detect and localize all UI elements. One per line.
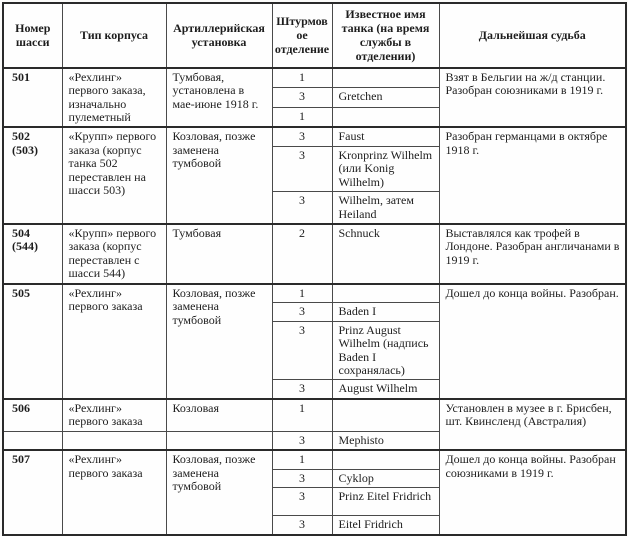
header-row xyxy=(3,3,626,68)
header-fate: Дальнейшая судьба xyxy=(439,3,626,68)
tank-name-cell: Gretchen xyxy=(332,88,439,108)
fate-cell: Взят в Бельгии на ж/д станции. Разобран союзниками в 1919 г. xyxy=(439,68,626,128)
detachment-cell: 3 xyxy=(272,431,332,450)
detachment-cell: 3 xyxy=(272,303,332,321)
empty-cell xyxy=(3,431,62,450)
fate-cell: Установлен в музее в г. Брисбен, шт. Квинсленд (Австралия) xyxy=(439,399,626,450)
chassis-cell: 501 xyxy=(3,68,62,128)
hull-type-cell: «Крупп» первого заказа (корпус танка 502 переставлен на шасси 503) xyxy=(62,127,166,224)
chassis-cell: 505 xyxy=(3,284,62,399)
header-detachment: Штурмовое отделение xyxy=(272,3,332,68)
tank-name-cell: Schnuck xyxy=(332,224,439,284)
hull-type-cell: «Рехлинг» первого заказа xyxy=(62,399,166,431)
row-group-504 xyxy=(3,224,626,284)
detachment-cell: 3 xyxy=(272,146,332,191)
fate-cell: Дошел до конца войны. Разобран союзниками в 1919 г. xyxy=(439,450,626,534)
detachment-cell: 3 xyxy=(272,380,332,399)
empty-cell xyxy=(62,431,166,450)
table-row xyxy=(3,399,626,431)
tank-name-cell xyxy=(332,68,439,88)
detachment-cell: 3 xyxy=(272,321,332,380)
hull-type-cell: «Рехлинг» первого заказа xyxy=(62,284,166,399)
detachment-cell: 3 xyxy=(272,516,332,535)
tank-name-cell: Cyklop xyxy=(332,469,439,487)
row-group-505 xyxy=(3,284,626,399)
table-row xyxy=(3,127,626,146)
tank-name-cell: Mephisto xyxy=(332,431,439,450)
chassis-cell: 502 (503) xyxy=(3,127,62,224)
gun-mount-cell: Козловая, позже заменена тумбовой xyxy=(166,127,272,224)
gun-mount-cell: Козловая, позже заменена тумбовой xyxy=(166,284,272,399)
fate-cell: Выставлялся как трофей в Лондоне. Разобран англичанами в 1919 г. xyxy=(439,224,626,284)
empty-cell xyxy=(166,431,272,450)
hull-type-cell: «Крупп» первого заказа (корпус переставлен с шасси 544) xyxy=(62,224,166,284)
detachment-cell: 2 xyxy=(272,224,332,284)
header-gun-mount: Артиллерийская установка xyxy=(166,3,272,68)
table-row xyxy=(3,450,626,469)
chassis-cell: 507 xyxy=(3,450,62,534)
detachment-cell: 1 xyxy=(272,68,332,88)
fate-cell: Разобран германцами в октябре 1918 г. xyxy=(439,127,626,224)
gun-mount-cell: Козловая, позже заменена тумбовой xyxy=(166,450,272,534)
header-hull-type: Тип корпуса xyxy=(62,3,166,68)
tank-name-cell: Faust xyxy=(332,127,439,146)
table-row xyxy=(3,224,626,284)
hull-type-cell: «Рехлинг» первого заказа xyxy=(62,450,166,534)
detachment-cell: 1 xyxy=(272,107,332,127)
row-group-506 xyxy=(3,399,626,450)
detachment-cell: 3 xyxy=(272,192,332,224)
header-chassis: Номер шасси xyxy=(3,3,62,68)
tank-name-cell xyxy=(332,284,439,303)
header-tank-name: Известное имя танка (на время службы в отделении) xyxy=(332,3,439,68)
detachment-cell: 1 xyxy=(272,399,332,431)
tank-name-cell: Kronprinz Wilhelm (или Konig Wilhelm) xyxy=(332,146,439,191)
table-row xyxy=(3,68,626,88)
tank-name-cell xyxy=(332,450,439,469)
detachment-cell: 1 xyxy=(272,450,332,469)
detachment-cell: 3 xyxy=(272,469,332,487)
gun-mount-cell: Тумбовая xyxy=(166,224,272,284)
detachment-cell: 3 xyxy=(272,127,332,146)
detachment-cell: 3 xyxy=(272,88,332,108)
gun-mount-cell: Тумбовая, установлена в мае-июне 1918 г. xyxy=(166,68,272,128)
tank-name-cell: August Wilhelm xyxy=(332,380,439,399)
tank-name-cell: Wilhelm, затем Heiland xyxy=(332,192,439,224)
tank-name-cell: Prinz Eitel Fridrich xyxy=(332,488,439,516)
tank-name-cell: Eitel Fridrich xyxy=(332,516,439,535)
hull-type-cell: «Рехлинг» первого заказа, изначально пулеметный xyxy=(62,68,166,128)
tank-name-cell xyxy=(332,399,439,431)
fate-cell: Дошел до конца войны. Разобран. xyxy=(439,284,626,399)
table-header xyxy=(3,3,626,68)
row-group-501 xyxy=(3,68,626,128)
detachment-cell: 1 xyxy=(272,284,332,303)
row-group-502 xyxy=(3,127,626,224)
a7v-tank-fate-table xyxy=(2,2,627,536)
tank-name-cell xyxy=(332,107,439,127)
row-group-507 xyxy=(3,450,626,534)
chassis-cell: 506 xyxy=(3,399,62,431)
table-row xyxy=(3,284,626,303)
chassis-cell: 504 (544) xyxy=(3,224,62,284)
tank-name-cell: Prinz August Wilhelm (надпись Baden I сохранялась) xyxy=(332,321,439,380)
detachment-cell: 3 xyxy=(272,488,332,516)
gun-mount-cell: Козловая xyxy=(166,399,272,431)
tank-name-cell: Baden I xyxy=(332,303,439,321)
